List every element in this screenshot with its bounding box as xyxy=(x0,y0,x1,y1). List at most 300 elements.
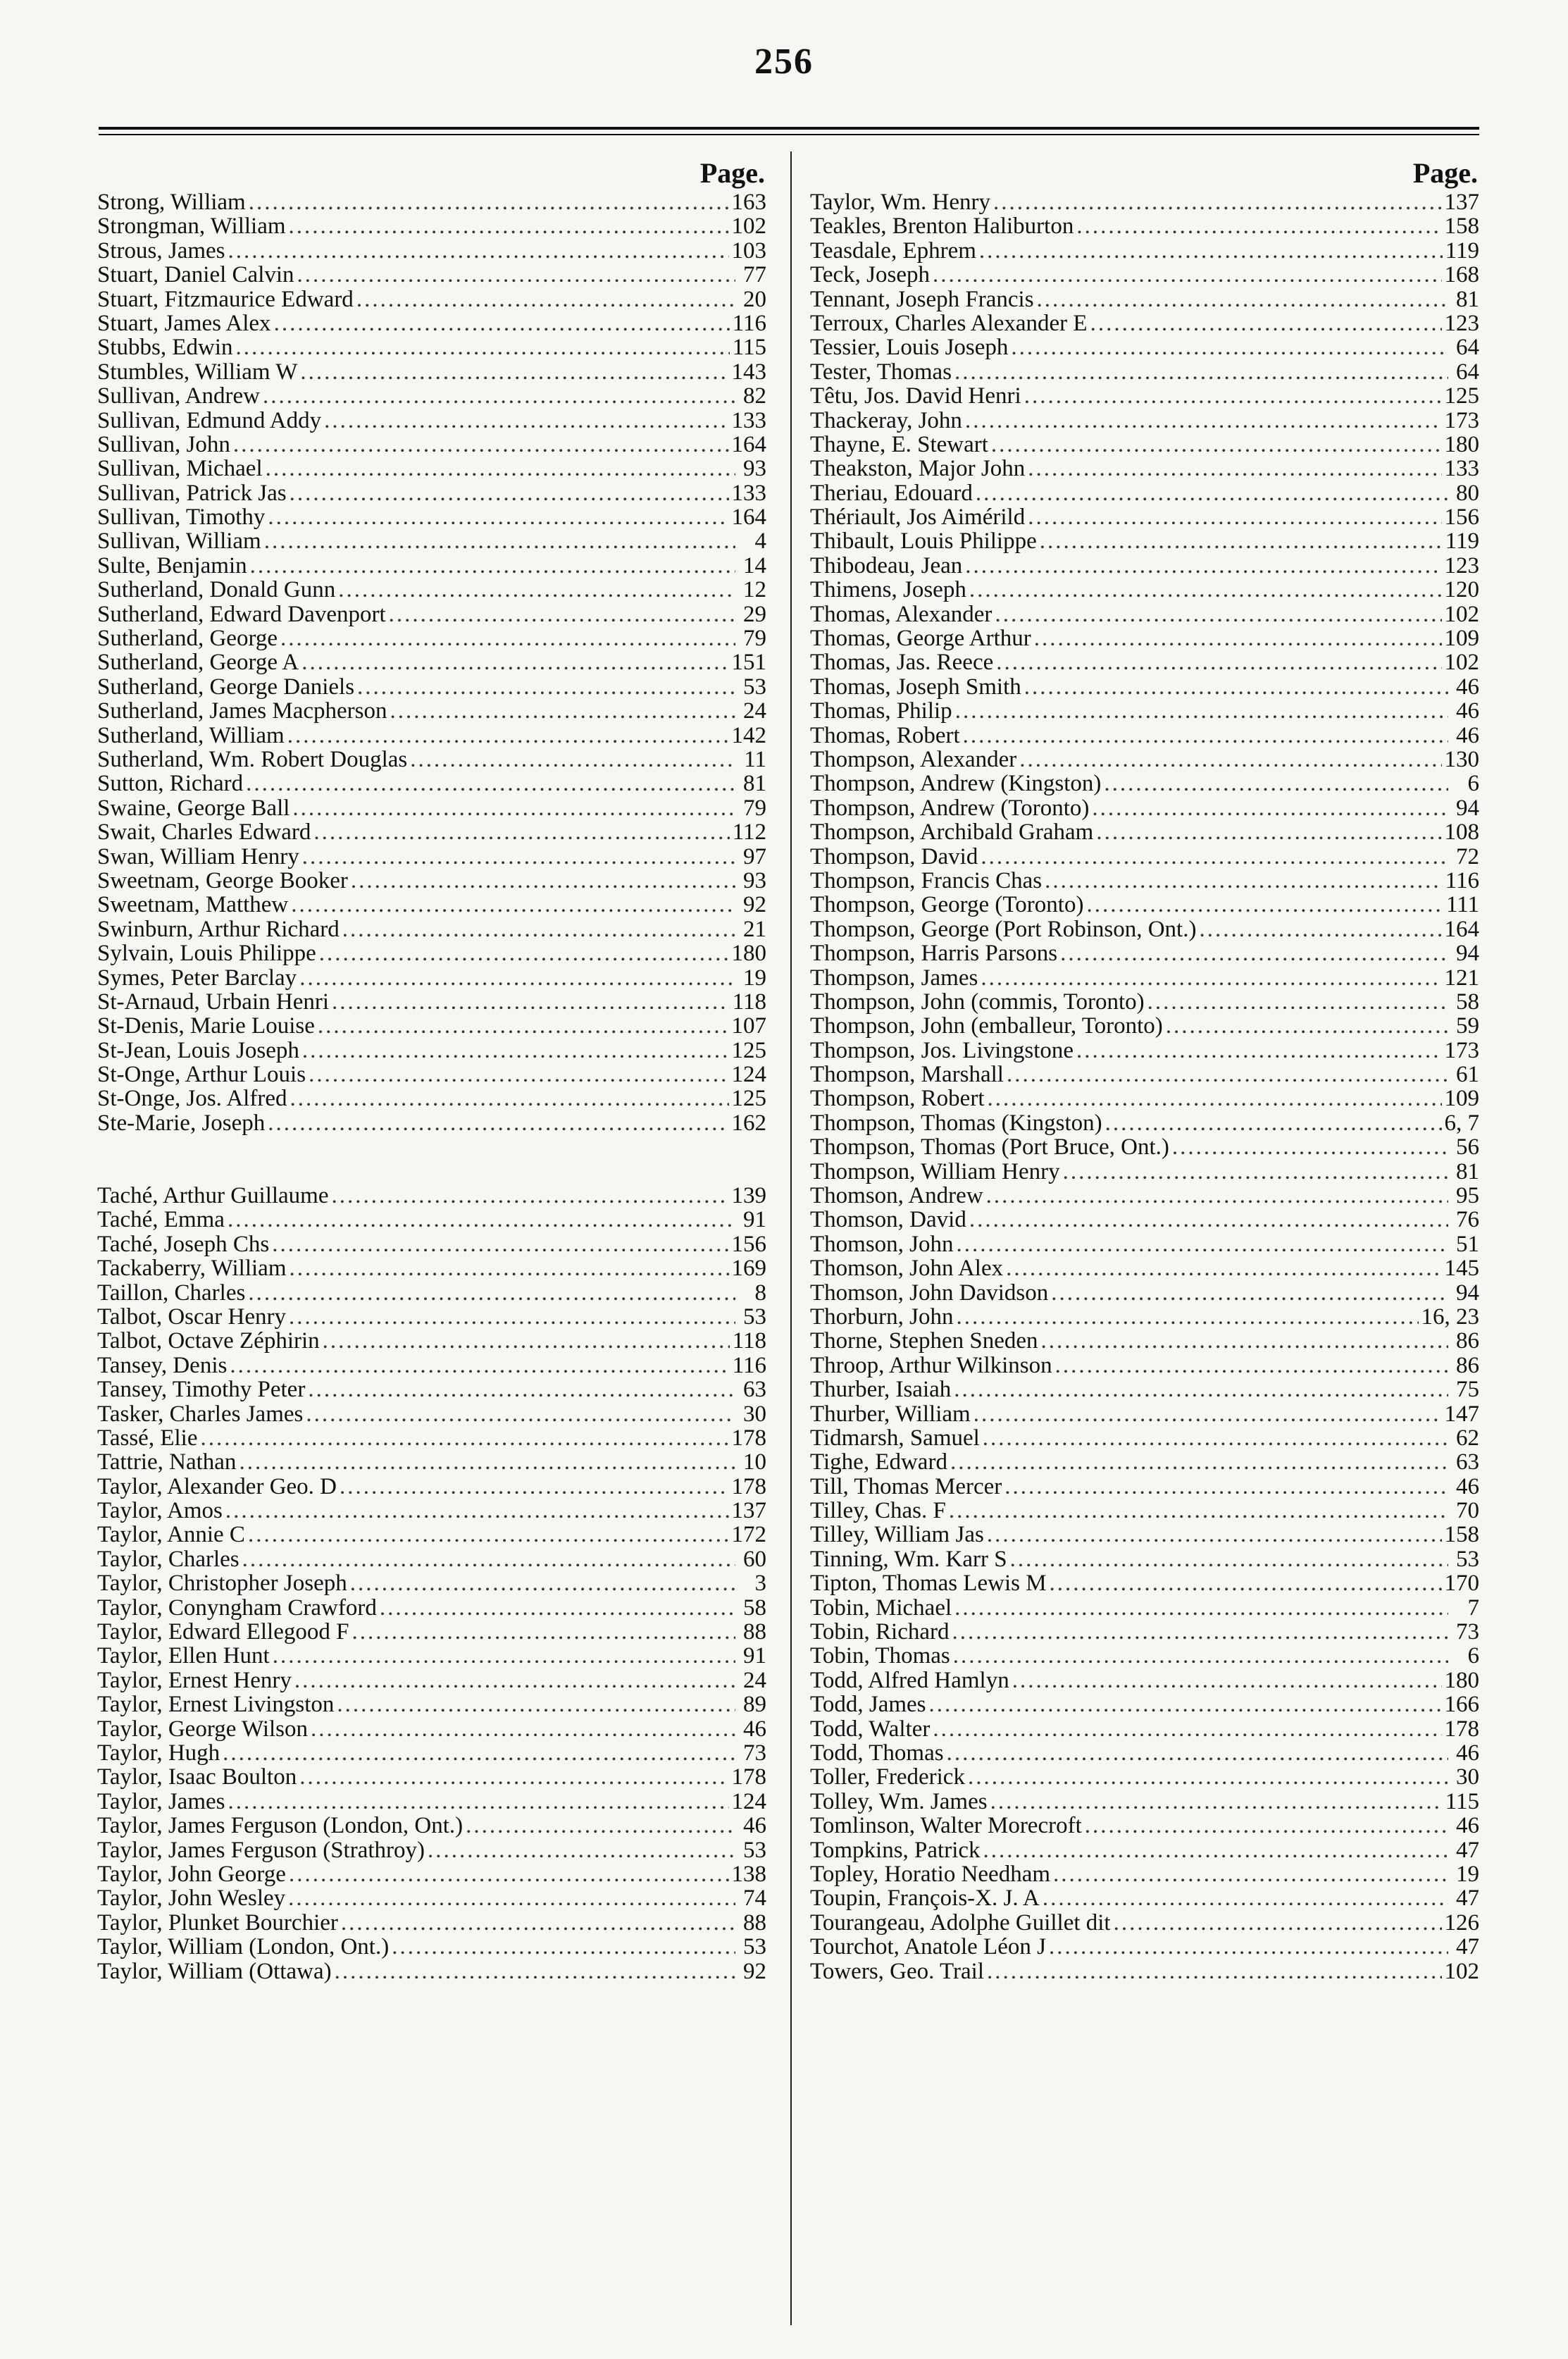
index-entry xyxy=(810,941,1479,965)
leader-dots xyxy=(956,1305,1418,1329)
entry-name: Taylor, Ellen Hunt xyxy=(97,1644,270,1668)
index-entry xyxy=(97,917,766,941)
leader-dots xyxy=(249,190,729,214)
entry-name: Toupin, François-X. J. A xyxy=(810,1886,1040,1911)
index-entry xyxy=(810,1814,1479,1838)
index-entry xyxy=(810,409,1479,433)
entry-page: 53 xyxy=(743,1935,766,1959)
entry-page: 118 xyxy=(732,989,766,1015)
leader-dots xyxy=(236,335,730,359)
index-entry xyxy=(810,263,1479,287)
leader-dots xyxy=(1012,1668,1442,1692)
entry-name: Taylor, James xyxy=(97,1789,225,1814)
entry-page: 143 xyxy=(731,359,766,385)
index-entry xyxy=(810,1232,1479,1256)
index-entry xyxy=(97,311,766,335)
entry-name: Tasker, Charles James xyxy=(97,1401,304,1426)
entry-name: Tomlinson, Walter Morecroft xyxy=(810,1814,1082,1838)
index-entry xyxy=(810,481,1479,505)
index-entry xyxy=(97,1232,766,1256)
index-entry xyxy=(97,626,766,650)
index-entry xyxy=(97,966,766,990)
index-entry xyxy=(810,335,1479,359)
entry-name: Sullivan, Patrick Jas xyxy=(97,481,287,506)
entry-page: 16, 23 xyxy=(1421,1304,1479,1330)
leader-dots xyxy=(987,1959,1441,1983)
entry-page: 133 xyxy=(731,481,766,506)
index-entry xyxy=(97,505,766,529)
leader-dots xyxy=(950,1450,1448,1474)
entry-name: Taylor, Christopher Joseph xyxy=(97,1571,347,1596)
leader-dots xyxy=(389,602,735,626)
index-entry xyxy=(810,239,1479,263)
index-entry xyxy=(810,1935,1479,1959)
entry-name: Till, Thomas Mercer xyxy=(810,1474,1002,1499)
entry-name: Sullivan, William xyxy=(97,529,261,554)
entry-page: 79 xyxy=(743,795,766,821)
entry-page: 125 xyxy=(1444,384,1479,409)
index-entry xyxy=(97,1256,766,1280)
entry-page: 82 xyxy=(743,384,766,409)
leader-dots xyxy=(380,1596,735,1620)
entry-name: Swaine, George Ball xyxy=(97,795,290,821)
entry-name: Thomson, Andrew xyxy=(810,1184,983,1208)
leader-dots xyxy=(1049,1935,1448,1959)
entry-name: Teck, Joseph xyxy=(810,263,930,287)
entry-name: Thompson, Marshall xyxy=(810,1063,1004,1087)
entry-name: Thurber, Isaiah xyxy=(810,1377,952,1402)
index-entry xyxy=(810,1450,1479,1474)
entry-page: 91 xyxy=(743,1644,766,1668)
index-entry xyxy=(97,1862,766,1886)
entry-page: 103 xyxy=(731,238,766,264)
entry-page: 164 xyxy=(1444,917,1479,942)
index-entry xyxy=(97,578,766,602)
entry-page: 76 xyxy=(1456,1208,1479,1232)
entry-name: Tolley, Wm. James xyxy=(810,1789,988,1814)
index-entry xyxy=(97,699,766,723)
index-entry xyxy=(810,1402,1479,1426)
leader-dots xyxy=(1147,990,1448,1014)
index-entry xyxy=(97,1838,766,1862)
entry-page: 123 xyxy=(1444,311,1479,336)
left-column xyxy=(97,156,766,1983)
entry-name: Taché, Emma xyxy=(97,1208,225,1232)
entry-name: Taché, Arthur Guillaume xyxy=(97,1184,329,1208)
index-entry xyxy=(810,1063,1479,1086)
index-entry xyxy=(97,214,766,238)
leader-dots xyxy=(318,1014,729,1038)
leader-dots xyxy=(390,699,736,723)
leader-dots xyxy=(338,578,735,602)
entry-page: 70 xyxy=(1456,1499,1479,1523)
index-entry xyxy=(810,190,1479,214)
entry-page: 12 xyxy=(743,578,766,602)
entry-name: Tilley, William Jas xyxy=(810,1523,984,1547)
entry-page: 124 xyxy=(731,1789,766,1814)
index-entry xyxy=(97,1063,766,1086)
index-entry xyxy=(810,602,1479,626)
leader-dots xyxy=(308,1377,735,1401)
entry-name: Sullivan, Andrew xyxy=(97,384,260,409)
entry-page: 56 xyxy=(1456,1135,1479,1160)
leader-dots xyxy=(1053,1862,1448,1886)
index-entry xyxy=(97,1354,766,1377)
entry-page: 20 xyxy=(743,287,766,311)
entry-name: Thomas, Alexander xyxy=(810,602,993,627)
entry-name: Terroux, Charles Alexander E xyxy=(810,311,1088,336)
entry-page: 102 xyxy=(1444,1959,1479,1983)
index-entry xyxy=(97,772,766,795)
entry-page: 47 xyxy=(1456,1838,1479,1862)
entry-page: 137 xyxy=(1444,190,1479,215)
index-entry xyxy=(810,311,1479,335)
index-entry xyxy=(97,263,766,287)
entry-page: 172 xyxy=(731,1523,766,1547)
entry-page: 94 xyxy=(1456,795,1479,821)
entry-name: Taylor, George Wilson xyxy=(97,1716,309,1741)
entry-page: 61 xyxy=(1456,1063,1479,1087)
entry-name: Thorburn, John xyxy=(810,1304,954,1330)
index-entry xyxy=(810,1475,1479,1499)
index-entry xyxy=(97,990,766,1014)
index-entry xyxy=(810,1523,1479,1547)
leader-dots xyxy=(332,1184,729,1208)
leader-dots xyxy=(289,214,729,238)
leader-dots xyxy=(357,675,735,699)
leader-dots xyxy=(1034,626,1442,650)
leader-dots xyxy=(996,650,1441,674)
leader-dots xyxy=(991,433,1442,457)
index-entry xyxy=(810,650,1479,674)
leader-dots xyxy=(246,772,735,795)
entry-page: 126 xyxy=(1444,1910,1479,1936)
entry-page: 116 xyxy=(1445,868,1479,893)
index-entry xyxy=(97,1547,766,1571)
leader-dots xyxy=(1028,457,1441,481)
leader-dots xyxy=(313,820,729,844)
entry-page: 81 xyxy=(743,772,766,796)
index-entry xyxy=(810,1499,1479,1523)
entry-name: Sutherland, George xyxy=(97,626,278,651)
entry-page: 125 xyxy=(731,1086,766,1111)
leader-dots xyxy=(1006,1256,1441,1280)
leader-dots xyxy=(1105,1111,1442,1135)
leader-dots xyxy=(1060,941,1448,965)
entry-name: Tobin, Thomas xyxy=(810,1644,950,1668)
entry-page: 178 xyxy=(731,1474,766,1499)
index-entry xyxy=(97,845,766,869)
entry-name: Taylor, James Ferguson (Strathroy) xyxy=(97,1838,425,1862)
entry-name: Tessier, Louis Joseph xyxy=(810,335,1009,360)
index-entry xyxy=(97,1305,766,1329)
entry-name: Stumbles, William W xyxy=(97,359,298,385)
entry-name: Sulte, Benjamin xyxy=(97,553,247,578)
leader-dots xyxy=(986,1184,1448,1208)
entry-name: Todd, James xyxy=(810,1692,926,1717)
leader-dots xyxy=(969,578,1442,602)
index-entry xyxy=(810,1620,1479,1644)
entry-name: Strongman, William xyxy=(97,214,286,239)
leader-dots xyxy=(337,1692,735,1716)
entry-page: 124 xyxy=(731,1063,766,1087)
index-entry xyxy=(810,675,1479,699)
entry-page: 142 xyxy=(731,723,766,748)
index-entry xyxy=(810,457,1479,481)
index-entry xyxy=(97,1402,766,1426)
entry-page: 180 xyxy=(1444,1668,1479,1693)
index-entry xyxy=(810,1281,1479,1305)
entry-page: 173 xyxy=(1444,1038,1479,1063)
leader-dots xyxy=(954,1377,1448,1401)
entry-page: 19 xyxy=(743,965,766,990)
entry-name: Thackeray, John xyxy=(810,408,962,433)
entry-name: St-Onge, Arthur Louis xyxy=(97,1063,306,1087)
entry-page: 86 xyxy=(1456,1353,1479,1378)
leader-dots xyxy=(263,384,735,408)
entry-page: 111 xyxy=(1445,893,1479,917)
leader-dots xyxy=(1045,869,1443,893)
entry-name: Taylor, Annie C xyxy=(97,1523,245,1547)
leader-dots xyxy=(990,1790,1443,1814)
entry-page: 156 xyxy=(731,1232,766,1257)
entry-page: 163 xyxy=(731,190,766,215)
entry-name: Ste-Marie, Joseph xyxy=(97,1110,266,1136)
index-entry xyxy=(97,1160,766,1184)
index-entry xyxy=(810,1959,1479,1983)
leader-dots xyxy=(1051,1281,1448,1305)
entry-page: 88 xyxy=(743,1910,766,1936)
entry-name: Taylor, William (London, Ont.) xyxy=(97,1935,390,1959)
index-entry xyxy=(810,1862,1479,1886)
entry-name: Thomas, George Arthur xyxy=(810,626,1031,651)
index-entry xyxy=(810,1354,1479,1377)
entry-page: 58 xyxy=(743,1595,766,1621)
leader-dots xyxy=(1043,1886,1448,1910)
entry-name: Thomson, John xyxy=(810,1232,954,1257)
leader-dots xyxy=(1050,1571,1442,1595)
index-entry xyxy=(810,360,1479,384)
leader-dots xyxy=(965,554,1441,578)
leader-dots xyxy=(301,650,728,674)
entry-name: Topley, Horatio Needham xyxy=(810,1862,1051,1887)
index-entry xyxy=(810,1668,1479,1692)
entry-page: 158 xyxy=(1444,1523,1479,1547)
leader-dots xyxy=(302,845,735,869)
page-column-header: Page. xyxy=(699,157,765,189)
entry-name: St-Jean, Louis Joseph xyxy=(97,1038,299,1063)
entry-name: Thompson, Jos. Livingstone xyxy=(810,1038,1074,1063)
index-entry xyxy=(97,1111,766,1135)
entry-page: 164 xyxy=(731,505,766,530)
entry-page: 64 xyxy=(1456,359,1479,385)
entry-name: Tidmarsh, Samuel xyxy=(810,1425,980,1451)
entry-page: 91 xyxy=(743,1208,766,1232)
entry-page: 14 xyxy=(743,553,766,578)
leader-dots xyxy=(289,1305,735,1329)
index-entry xyxy=(97,1717,766,1741)
leader-dots xyxy=(968,1765,1448,1789)
leader-dots xyxy=(290,481,729,505)
index-entry xyxy=(810,1911,1479,1935)
entry-page: 102 xyxy=(731,214,766,239)
entry-page: 47 xyxy=(1456,1935,1479,1959)
leader-dots xyxy=(264,529,735,553)
index-entry xyxy=(810,1305,1479,1329)
index-entry xyxy=(810,433,1479,457)
index-entry xyxy=(97,457,766,481)
entry-page: 119 xyxy=(1445,529,1479,554)
entry-name: Thompson, John (commis, Toronto) xyxy=(810,989,1145,1015)
entry-page: 73 xyxy=(1456,1620,1479,1645)
entry-name: Tassé, Elie xyxy=(97,1425,198,1451)
index-entry xyxy=(97,287,766,311)
entry-name: Thompson, Thomas (Kingston) xyxy=(810,1110,1102,1136)
leader-dots xyxy=(351,1620,735,1644)
index-entry xyxy=(810,772,1479,795)
entry-name: Thorne, Stephen Sneden xyxy=(810,1329,1038,1354)
entry-page: 93 xyxy=(743,868,766,893)
entry-page: 58 xyxy=(1456,989,1479,1015)
entry-page: 8 xyxy=(754,1280,766,1305)
index-entry xyxy=(97,650,766,674)
leader-dots xyxy=(965,409,1442,433)
entry-page: 74 xyxy=(743,1886,766,1911)
entry-name: Stuart, James Alex xyxy=(97,311,271,336)
leader-dots xyxy=(280,626,735,650)
entry-name: Thompson, Andrew (Kingston) xyxy=(810,772,1102,796)
leader-dots xyxy=(933,263,1442,287)
entry-page: 11 xyxy=(744,747,766,772)
entry-page: 46 xyxy=(1456,674,1479,700)
entry-name: Talbot, Oscar Henry xyxy=(97,1304,287,1330)
entry-name: Strous, James xyxy=(97,238,225,264)
index-entry xyxy=(810,1886,1479,1910)
left-entry-list xyxy=(97,190,766,1983)
entry-page: 121 xyxy=(1444,965,1479,990)
index-entry xyxy=(97,1571,766,1595)
entry-page: 178 xyxy=(731,1765,766,1790)
leader-dots xyxy=(1037,287,1448,311)
entry-page: 53 xyxy=(743,1838,766,1862)
entry-name: Thomson, John Davidson xyxy=(810,1280,1049,1305)
index-entry xyxy=(97,1765,766,1789)
entry-name: Sutherland, George Daniels xyxy=(97,674,355,700)
entry-page: 46 xyxy=(743,1716,766,1741)
index-entry xyxy=(97,1790,766,1814)
leader-dots xyxy=(268,505,728,529)
entry-name: Tackaberry, William xyxy=(97,1256,287,1281)
entry-page: 116 xyxy=(732,311,766,336)
index-entry xyxy=(810,917,1479,941)
entry-page: 170 xyxy=(1444,1571,1479,1596)
entry-page: 115 xyxy=(1445,1789,1479,1814)
entry-page: 81 xyxy=(1456,287,1479,311)
leader-dots xyxy=(297,263,735,287)
entry-name: Taylor, Amos xyxy=(97,1499,223,1523)
entry-page: 178 xyxy=(1444,1716,1479,1741)
entry-page: 166 xyxy=(1444,1692,1479,1717)
leader-dots xyxy=(299,1765,728,1789)
index-entry xyxy=(97,675,766,699)
index-entry xyxy=(810,1571,1479,1595)
index-entry xyxy=(97,748,766,772)
leader-dots xyxy=(1172,1135,1448,1159)
index-entry xyxy=(810,384,1479,408)
entry-name: Tobin, Michael xyxy=(810,1595,952,1621)
index-entry xyxy=(810,1256,1479,1280)
entry-name: Sutherland, James Macpherson xyxy=(97,699,387,724)
entry-name: Tansey, Denis xyxy=(97,1353,228,1378)
entry-page: 79 xyxy=(743,626,766,651)
leader-dots xyxy=(290,1086,728,1110)
entry-page: 145 xyxy=(1444,1256,1479,1281)
leader-dots xyxy=(392,1935,735,1959)
entry-name: Teasdale, Ephrem xyxy=(810,238,976,264)
leader-dots xyxy=(963,724,1448,748)
leader-dots xyxy=(981,845,1448,869)
leader-dots xyxy=(350,1571,735,1595)
entry-name: Sutton, Richard xyxy=(97,772,244,796)
leader-dots xyxy=(288,1886,735,1910)
entry-name: Todd, Alfred Hamlyn xyxy=(810,1668,1009,1693)
entry-name: Tennant, Joseph Francis xyxy=(810,287,1034,311)
leader-dots xyxy=(1024,675,1448,699)
entry-page: 4 xyxy=(754,529,766,554)
index-entry xyxy=(97,724,766,748)
entry-page: 180 xyxy=(1444,432,1479,457)
entry-name: Sutherland, William xyxy=(97,723,285,748)
leader-dots xyxy=(242,1547,735,1571)
entry-name: Thompson, David xyxy=(810,844,978,869)
leader-dots xyxy=(300,360,728,384)
entry-name: Taillon, Charles xyxy=(97,1280,246,1305)
entry-page: 168 xyxy=(1444,263,1479,287)
index-entry xyxy=(97,1911,766,1935)
entry-name: Tompkins, Patrick xyxy=(810,1838,981,1862)
leader-dots xyxy=(995,602,1441,626)
leader-dots xyxy=(340,1475,728,1499)
leader-dots xyxy=(957,1232,1448,1256)
leader-dots xyxy=(341,1911,735,1935)
right-column xyxy=(810,156,1479,1983)
entry-name: Thompson, Alexander xyxy=(810,747,1017,772)
entry-page: 59 xyxy=(1456,1014,1479,1039)
index-entry xyxy=(810,869,1479,893)
entry-name: Sutherland, Wm. Robert Douglas xyxy=(97,747,408,772)
index-entry xyxy=(97,1450,766,1474)
entry-name: Taylor, Edward Ellegood F xyxy=(97,1620,349,1645)
leader-dots xyxy=(954,360,1448,384)
leader-dots xyxy=(1004,1475,1448,1499)
entry-page: 46 xyxy=(1456,723,1479,748)
entry-page: 138 xyxy=(731,1862,766,1887)
leader-dots xyxy=(1104,772,1448,795)
entry-page: 30 xyxy=(1456,1765,1479,1790)
entry-page: 133 xyxy=(1444,457,1479,481)
leader-dots xyxy=(351,869,735,893)
entry-name: Taché, Joseph Chs xyxy=(97,1232,270,1257)
index-entry xyxy=(810,966,1479,990)
leader-dots xyxy=(273,1644,735,1668)
leader-dots xyxy=(239,1450,735,1474)
entry-page: 173 xyxy=(1444,408,1479,433)
entry-page: 95 xyxy=(1456,1184,1479,1208)
index-entry xyxy=(97,1184,766,1208)
leader-dots xyxy=(230,1354,729,1377)
index-entry xyxy=(810,990,1479,1014)
index-entry xyxy=(810,1184,1479,1208)
